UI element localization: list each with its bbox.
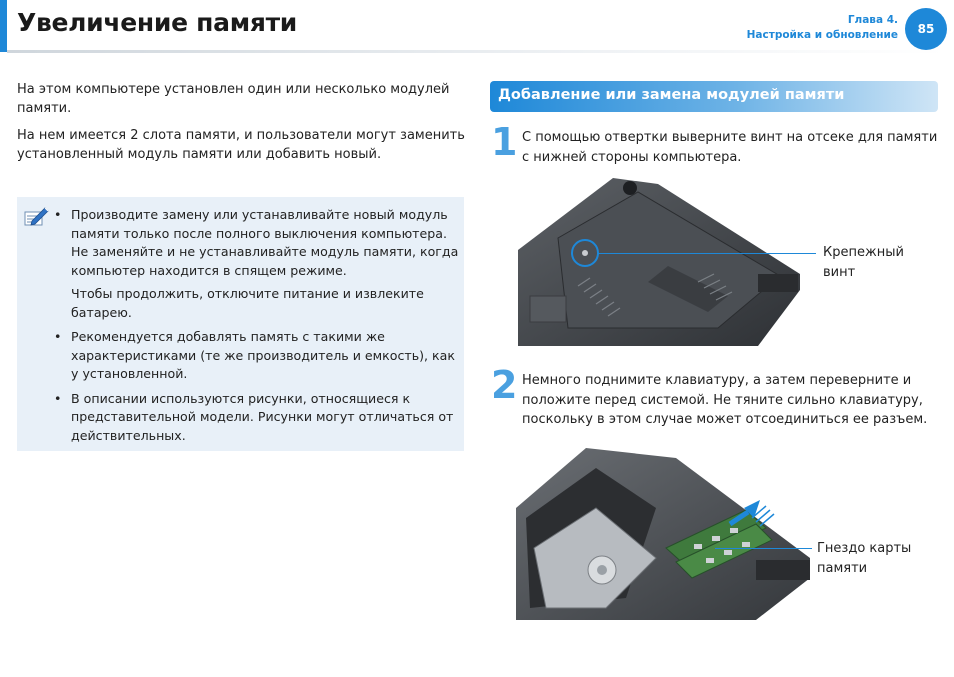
note-list [54, 206, 459, 451]
header-divider [7, 50, 947, 53]
section-header [490, 81, 938, 112]
laptop-open-bay-photo [516, 448, 810, 620]
bullet: • [54, 207, 62, 222]
note-item-text: Рекомендуется добавлять память с такими же характеристиками (те же производитель и емкость), как у установленной. [71, 329, 455, 381]
chapter-title: Настройка и обновление [746, 29, 898, 41]
step-1-text: С помощью отвертки выверните винт на отсеке для памяти с нижней стороны компьютера. [522, 130, 938, 165]
page-number-badge: 85 [905, 8, 947, 50]
bullet: • [54, 329, 62, 344]
intro-paragraph-1: На этом компьютере установлен один или несколько модулей памяти. [17, 82, 450, 116]
callout-slot-label: Гнездо карты памяти [817, 541, 912, 576]
note-box [17, 197, 464, 451]
intro-paragraph-2: На нем имеется 2 слота памяти, и пользователи могут заменить установленный модуль памяти или добавить новый. [17, 128, 465, 162]
callout-screw-label: Крепежный винт [823, 245, 904, 280]
header-accent-bar [0, 0, 7, 52]
note-pencil-icon [23, 205, 49, 229]
section-title: Добавление или замена модулей памяти [498, 87, 845, 103]
step-2-text: Немного поднимите клавиатуру, а затем переверните и положите перед системой. Не тяните сильно клавиатуру, поскольку в этом случае может отсоединиться ее разъем. [522, 373, 928, 427]
note-item [54, 206, 459, 322]
laptop-bottom-photo [518, 178, 800, 346]
page-title: Увеличение памяти [17, 8, 297, 37]
step-2-number: 2 [491, 363, 518, 407]
chapter-number: Глава 4. [847, 14, 898, 26]
step-1-number: 1 [491, 120, 518, 164]
chapter-label [747, 13, 898, 43]
callout-line-slot [715, 548, 812, 549]
callout-line-screw [598, 253, 816, 254]
note-item [54, 328, 459, 384]
note-item-continuation: Чтобы продолжить, отключите питание и извлеките батарею. [71, 286, 424, 320]
bullet: • [54, 390, 62, 406]
note-item [54, 390, 459, 446]
intro-text [17, 80, 467, 172]
note-item-text: Производите замену или устанавливайте новый модуль памяти только после полного выключения компьютера. Не заменяйте и не устанавливайте модуль памяти, когда компьютер находится в спящем режиме. [71, 207, 459, 278]
note-item-text: В описании используются рисунки, относящиеся к представительной модели. Рисунки могут отличаться от действительных. [71, 390, 454, 443]
